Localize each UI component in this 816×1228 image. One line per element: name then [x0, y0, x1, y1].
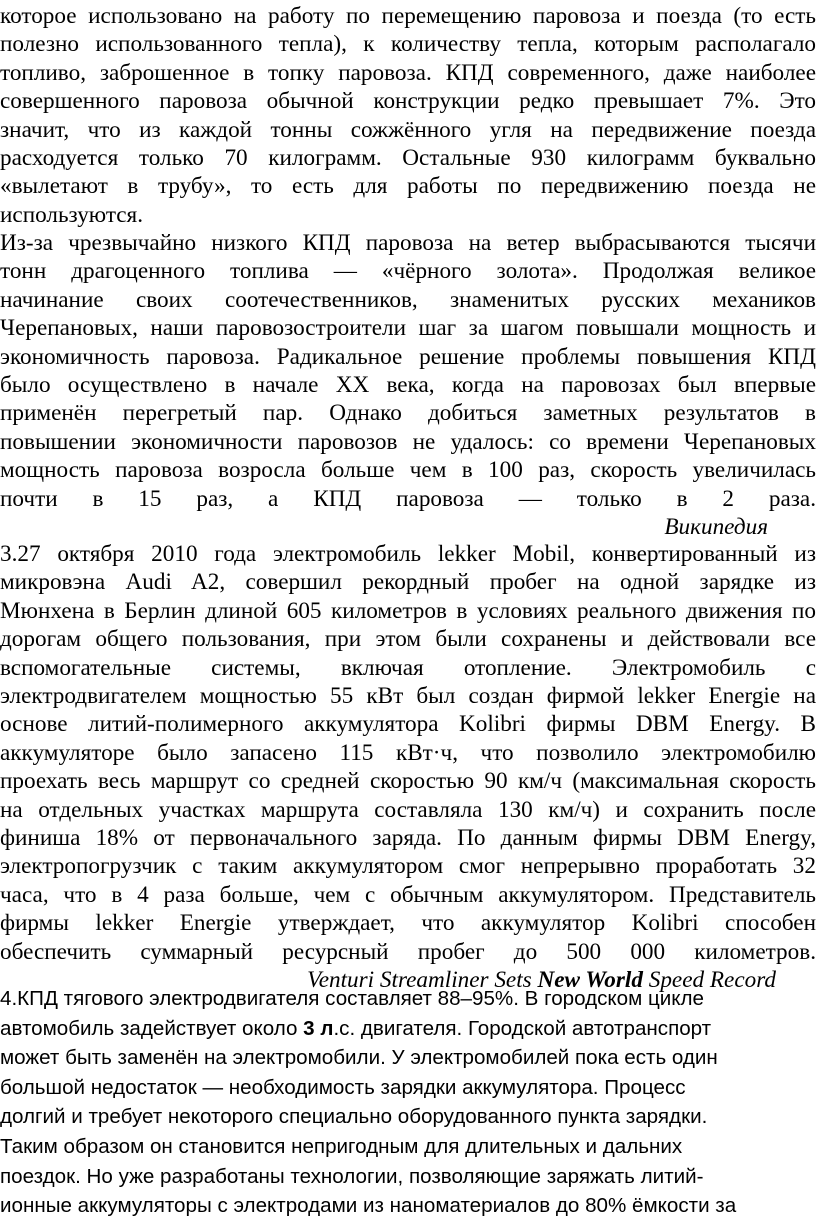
text-line: мощность паровоза возросла больше чем в 100 раз, скорость увеличилась: [0, 457, 816, 484]
text-line: Мюнхена в Берлин длиной 605 километров в условиях реального движения по: [0, 597, 816, 624]
text-line: фирмы lekker Energie утверждает, что аккумулятор Kolibri способен: [0, 910, 816, 937]
text-line: дорогам общего пользования, при этом были сохранены и действовали все: [0, 626, 816, 653]
source-text: Speed Record: [642, 967, 776, 994]
text-line: Черепановых, наши паровозостроители шаг за шагом повышали мощность и: [0, 315, 816, 342]
text-line: тонн драгоценного топлива — «чёрного золота». Продолжая великое: [0, 258, 816, 285]
text-line: используются.: [0, 201, 143, 228]
paragraph-steam-history: [0, 229, 816, 541]
text-line: значит, что из каждой тонны сожжённого угля на передвижение поезда: [0, 116, 816, 143]
text-line: Таким образом он становится непригодным для длительных и дальних: [0, 1134, 683, 1158]
text-line: микровэна Audi A2, совершил рекордный пробег на одной зарядке из: [0, 569, 816, 596]
text-line: «вылетают в трубу», то есть для работы по передвижению поезда не: [0, 173, 816, 200]
text-segment-bold: 3 л: [303, 1016, 334, 1040]
text-line: поездок. Но уже разработаны технологии, позволяющие заряжать литий-: [0, 1164, 704, 1188]
paragraph-efficiency-steam: [0, 2, 816, 229]
text-line: ионные аккумуляторы с электродами из наноматериалов до 80% ёмкости за: [0, 1194, 737, 1218]
text-line: 4.КПД тягового электродвигателя составляет 88–95%. В городском цикле: [0, 987, 704, 1010]
text-line: электропогрузчик с таким аккумулятором смог непрерывно проработать 32: [0, 853, 816, 880]
source-text: Venturi Streamliner Sets: [307, 967, 538, 994]
text-line: которое использовано на работу по перемещению паровоза и поезда (то есть: [0, 3, 816, 29]
text-line: повышении экономичности паровозов не удалось: со времени Черепановых: [0, 428, 816, 455]
text-segment: автомобиль задействует около: [0, 1016, 304, 1040]
text-line: основе литий-полимерного аккумулятора Kolibri фирмы DBM Energy. В: [0, 711, 816, 738]
text-line: экономичность паровоза. Радикальное решение проблемы повышения КПД: [0, 343, 816, 370]
text-line: было осуществлено в начале XX века, когда на паровозах был впервые: [0, 372, 816, 399]
text-line: аккумуляторе было запасено 115 кВт·ч, что позволило электромобилю: [0, 739, 816, 766]
text-line: [0, 1014, 816, 1044]
source-text-bold: New World: [537, 967, 643, 994]
text-line: часа, что в 4 раза больше, чем с обычным аккумулятором. Представитель: [0, 881, 816, 908]
text-line: топливо, заброшенное в топку паровоза. КПД современного, даже наиболее: [0, 59, 816, 86]
text-line: долгий и требует некоторого специально оборудованного пункта зарядки.: [0, 1105, 708, 1129]
source-citation: Википедия: [664, 514, 768, 541]
text-line: полезно использованного тепла), к количеству тепла, которым располагало: [0, 31, 816, 58]
text-line: почти в 15 раз, а КПД паровоза — только в 2 раза.: [0, 485, 816, 512]
text-line: может быть заменён на электромобили. У электромобилей пока есть один: [0, 1046, 718, 1070]
paragraph-electric-motor: [0, 984, 816, 1221]
text-line: расходуется только 70 килограмм. Остальные 930 килограмм буквально: [0, 145, 816, 172]
text-line: совершенного паровоза обычной конструкции редко превышает 7%. Это: [0, 88, 816, 115]
text-line: на отдельных участках маршрута составляла 130 км/ч) и сохранить после: [0, 796, 816, 823]
text-segment: .с. двигателя. Городской автотранспорт: [333, 1016, 712, 1040]
text-line: Из-за чрезвычайно низкого КПД паровоза на ветер выбрасываются тысячи: [0, 230, 816, 256]
paragraph-electric-car-record: [0, 540, 816, 995]
text-line: обеспечить суммарный ресурсный пробег до 500 000 километров.: [0, 938, 816, 965]
text-line: применён перегретый пар. Однако добиться заметных результатов в: [0, 400, 816, 427]
text-line: проехать весь маршрут со средней скоростью 90 км/ч (максимальная скорость: [0, 768, 816, 795]
text-line: финиша 18% от первоначального заряда. По данным фирмы DBM Energy,: [0, 825, 816, 852]
text-line: вспомогательные системы, включая отопление. Электромобиль с: [0, 654, 816, 681]
text-line: большой недостаток — необходимость зарядки аккумулятора. Процесс: [0, 1075, 686, 1099]
text-line: электродвигателем мощностью 55 кВт был создан фирмой lekker Energie на: [0, 683, 816, 710]
text-line: начинание своих соотечественников, знаменитых русских механиков: [0, 286, 816, 313]
text-line: 3.27 октября 2010 года электромобиль lekker Mobil, конвертированный из: [0, 541, 816, 567]
